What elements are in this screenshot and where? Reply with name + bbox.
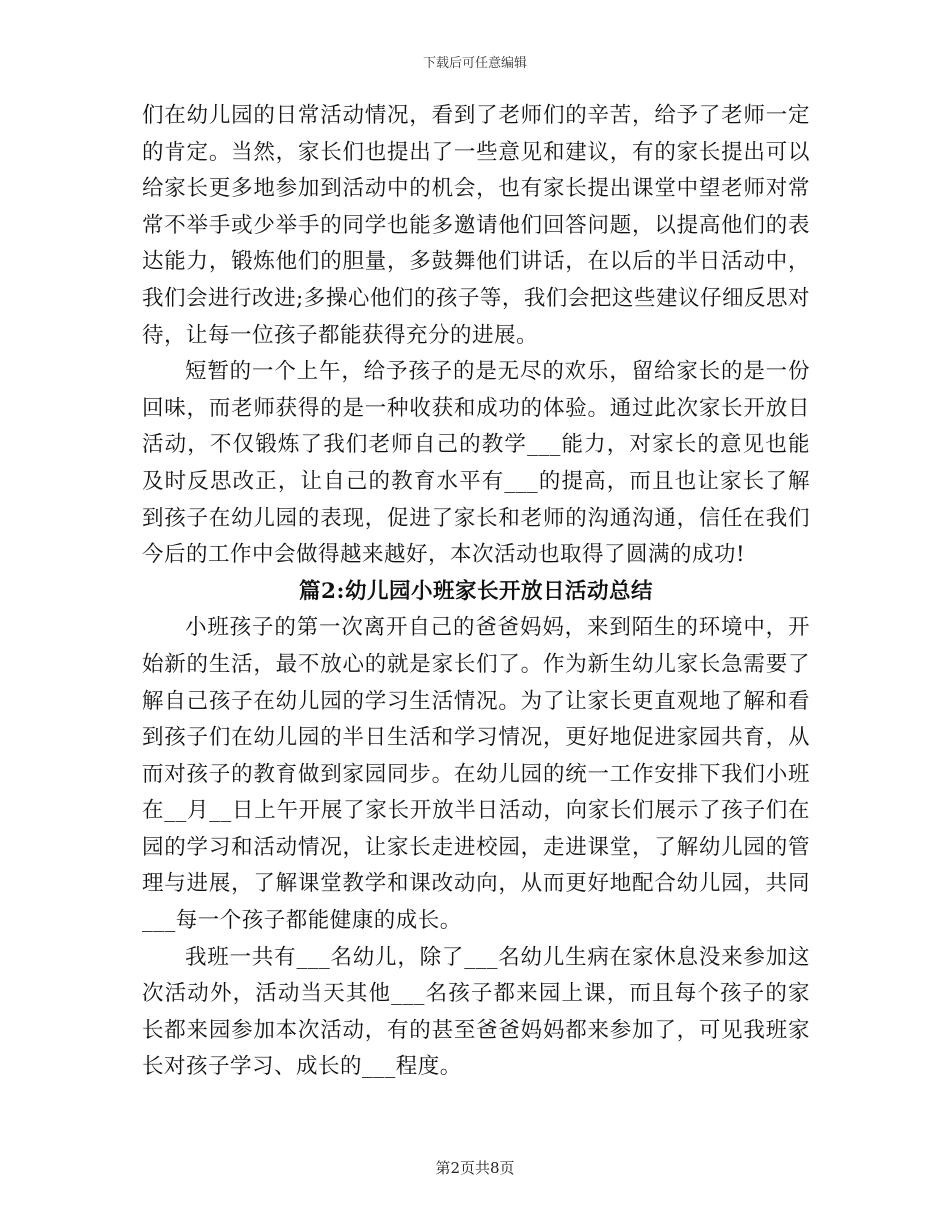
page-header-note: 下载后可任意编辑: [422, 56, 527, 71]
page-footer-number: 第2页共8页: [435, 1159, 515, 1177]
section-title: 篇2:幼儿园小班家长开放日活动总结: [299, 578, 653, 604]
document-body: [142, 98, 810, 1086]
paragraph-summary: 短暂的一个上午，给予孩子的是无尽的欢乐，留给家长的是一份回味，而老师获得的是一种收获和成功的体验。通过此次家长开放日活动，不仅锻炼了我们老师自己的教学___能力，对家长的意见也能及时反思改正，让自己的教育水平有___的提高，而且也让家长了解到孩子在幼儿园的表现，促进了家长和老师的沟通沟通，信任在我们今后的工作中会做得越来越好，本次活动也取得了圆满的成功!: [142, 359, 810, 568]
paragraph-intro: 小班孩子的第一次离开自己的爸爸妈妈，来到陌生的环境中，开始新的生活，最不放心的就是家长们了。作为新生幼儿家长急需要了解自己孩子在幼儿园的学习生活情况。为了让家长更直观地了解和看到孩子们在幼儿园的半日生活和学习情况，更好地促进家园共育，从而对孩子的教育做到家园同步。在幼儿园的统一工作安排下我们小班在__月__日上午开展了家长开放半日活动，向家长们展示了孩子们在园的学习和活动情况，让家长走进校园，走进课堂，了解幼儿园的管理与进展，了解课堂教学和课改动向，从而更好地配合幼儿园，共同___每一个孩子都能健康的成长。: [142, 615, 810, 934]
paragraph-continued: 们在幼儿园的日常活动情况，看到了老师们的辛苦，给予了老师一定的肯定。当然，家长们也提出了一些意见和建议，有的家长提出可以给家长更多地参加到活动中的机会，也有家长提出课堂中望老师对常常不举手或少举手的同学也能多邀请他们回答问题，以提高他们的表达能力，锻炼他们的胆量，多鼓舞他们讲话，在以后的半日活动中，我们会进行改进;多操心他们的孩子等，我们会把这些建议仔细反思对待，让每一位孩子都能获得充分的进展。: [142, 103, 810, 348]
paragraph-attendance: 我班一共有___名幼儿，除了___名幼儿生病在家休息没来参加这次活动外，活动当天其他___名孩子都来园上课，而且每个孩子的家长都来园参加本次活动，有的甚至爸爸妈妈都来参加了，可见我班家长对孩子学习、成长的___程度。: [142, 944, 810, 1080]
